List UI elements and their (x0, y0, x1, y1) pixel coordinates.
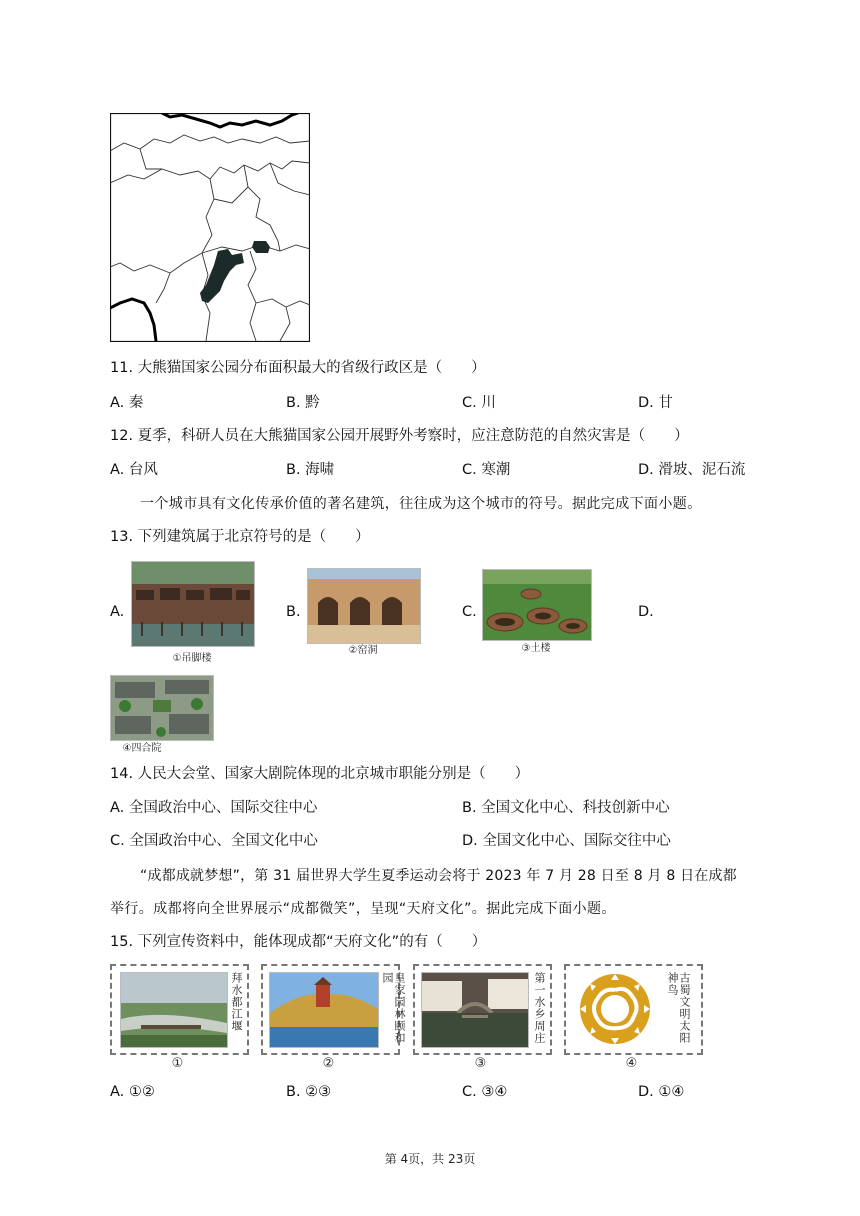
q12-option-c: C. 寒潮 (462, 462, 511, 478)
q15-option-b: B. ②③ (286, 1084, 332, 1100)
card-3-label: ③ (474, 1056, 487, 1071)
q11-option-c: C. 川 (462, 395, 496, 411)
q13-option-d: D. (638, 604, 654, 620)
caption-courtyard-house: ④四合院 (122, 743, 162, 754)
card-4-label: ④ (625, 1056, 638, 1071)
passage-chengdu-line1: “成都成就梦想”，第 31 届世界大学生夏季运动会将于 2023 年 7 月 28 日至 8 月 8 日在成都 (140, 868, 737, 884)
q15-option-d: D. ①④ (638, 1084, 685, 1100)
q12-option-d: D. 滑坡、泥石流 (638, 462, 746, 478)
dujiangyan-photo (120, 972, 228, 1048)
caption-earth-building: ③土楼 (521, 643, 551, 654)
stilt-house-photo (131, 561, 255, 647)
q14-option-c: C. 全国政治中心、全国文化中心 (110, 833, 318, 849)
q14-option-d: D. 全国文化中心、国际交往中心 (462, 833, 671, 849)
question-14: 14. 人民大会堂、国家大剧院体现的北京城市职能分别是（ ） (110, 766, 530, 782)
card-4-text: 古蜀文明太阳神鸟 (666, 972, 691, 1044)
q11-option-b: B. 黔 (286, 395, 320, 411)
promo-card-4 (564, 964, 703, 1055)
caption-stilt-house: ①吊脚楼 (172, 653, 212, 664)
promo-card-3 (413, 964, 552, 1055)
earth-building-photo (482, 569, 592, 641)
courtyard-house-photo (110, 675, 214, 741)
q13-option-a: A. (110, 604, 125, 620)
q14-option-b: B. 全国文化中心、科技创新中心 (462, 800, 670, 816)
question-13: 13. 下列建筑属于北京符号的是（ ） (110, 529, 370, 545)
card-2-text: 皇家园林颐和园 (381, 972, 406, 1044)
map-svg (110, 113, 310, 342)
q13-option-c: C. (462, 604, 477, 620)
q14-option-a: A. 全国政治中心、国际交往中心 (110, 800, 318, 816)
card-3-text: 第一水乡周庄 (533, 972, 546, 1044)
question-15: 15. 下列宣传资料中，能体现成都“天府文化”的有（ ） (110, 934, 487, 950)
card-1-text: 拜水都江堰 (230, 972, 243, 1032)
card-1-label: ① (171, 1056, 184, 1071)
card-2-label: ② (322, 1056, 335, 1071)
q15-option-a: A. ①② (110, 1084, 155, 1100)
question-11: 11. 大熊猫国家公园分布面积最大的省级行政区是（ ） (110, 360, 486, 376)
summer-palace-photo (269, 972, 379, 1048)
q13-option-b: B. (286, 604, 301, 620)
q11-option-d: D. 甘 (638, 395, 673, 411)
caption-cave-dwelling: ②窑洞 (348, 645, 378, 656)
q11-option-a: A. 秦 (110, 395, 144, 411)
sun-bird-emblem (578, 972, 652, 1046)
q12-option-b: B. 海啸 (286, 462, 335, 478)
question-12: 12. 夏季，科研人员在大熊猫国家公园开展野外考察时，应注意防范的自然灾害是（ ） (110, 428, 689, 444)
zhouzhuang-photo (421, 972, 529, 1048)
q12-option-a: A. 台风 (110, 462, 158, 478)
q15-option-c: C. ③④ (462, 1084, 508, 1100)
page-footer: 第 4页，共 23页 (384, 1152, 476, 1166)
promo-card-2 (261, 964, 406, 1055)
cave-dwelling-photo (307, 568, 421, 644)
promo-card-1 (110, 964, 249, 1055)
passage-chengdu-line2: 举行。成都将向全世界展示“成都微笑”，呈现“天府文化”。据此完成下面小题。 (110, 901, 616, 917)
passage-city-symbols: 一个城市具有文化传承价值的著名建筑，往往成为这个城市的符号。据此完成下面小题。 (140, 496, 702, 512)
panda-park-map (110, 113, 310, 342)
